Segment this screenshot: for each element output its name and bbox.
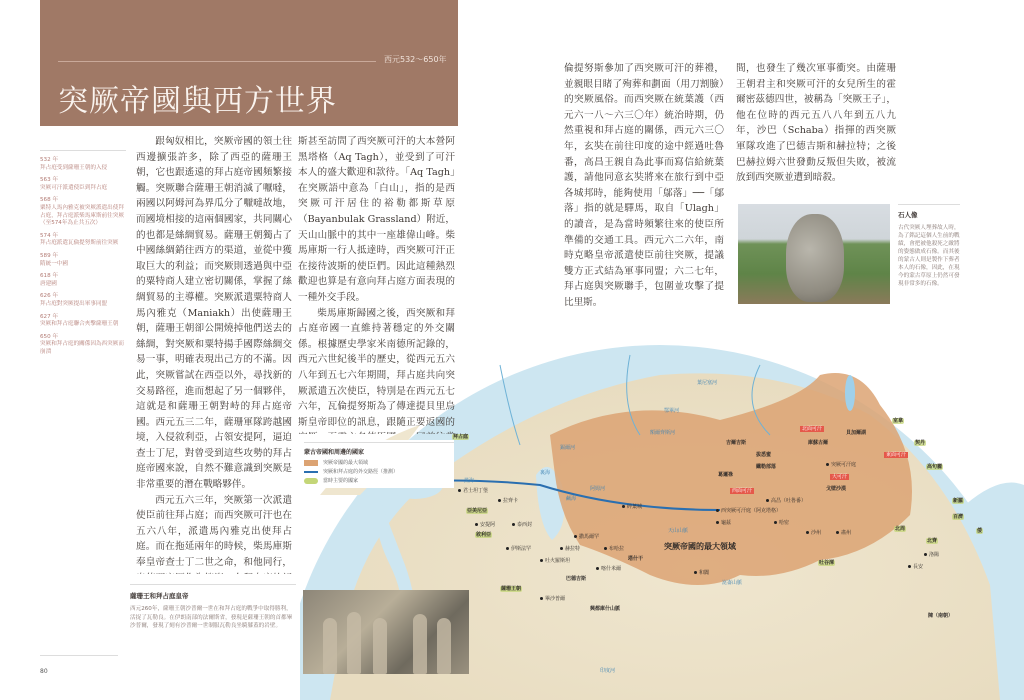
caption-title: 石人像 (898, 211, 918, 219)
map-legend (304, 440, 454, 488)
map-label-constantinople: 君士坦丁堡 (458, 488, 488, 494)
map-label-goguryeo: 高句麗 (927, 464, 943, 470)
paragraph: 倫提努斯參加了西突厥可汗的葬禮，並親眼目睹了殉葬和劃面（用刀割臉）的突厥風俗。而西突厥在統葉護（西元六一八～六三〇年）統治時期，仍然重視和拜占庭的關係，西元六三〇年，玄奘在前往印度的途中經過吐魯番，高昌王親自為此事而寫信給統葉護，請他同意玄奘將來在旅行到中亞各城邦時，能夠使用「鄔落」──「鄔落」指的就是驛馬，取自「Ulagh」的讀音，是為當時頻繁往來的使臣所準備的交通工具。西元六二六年，南時克略皇帝派遣使臣前往突厥，提議雙方正式結為軍事同盟；六二七年，拜占庭與突厥聯手，包圍並攻擊了提比里斯。 (564, 63, 724, 308)
timeline-item (40, 273, 126, 288)
timeline-text: 粟特人馬內雅克被突厥派遣出使拜占庭，拜占庭派柴馬庫斯前往突厥（至574年為止共五次） (40, 204, 124, 227)
map-label-khotan: 和闐 (694, 570, 709, 576)
stone-statue-caption (898, 204, 960, 288)
map-label-suyab: 碎葉城 (622, 504, 642, 510)
map-label-caspian: 裏海 (540, 470, 551, 476)
map-label-antioch: 安提阿 (475, 522, 495, 528)
map-label-isfahan: 伊斯法罕 (506, 546, 531, 552)
timeline-item (40, 253, 126, 268)
map-label-karluk: 葛邏祿 (718, 472, 734, 478)
timeline-text: 拜占庭對突厥提出軍事同盟 (40, 300, 108, 307)
map-label-northern-zhou: 北周 (895, 526, 906, 532)
map-label-indus: 印度河 (600, 668, 616, 674)
timeline-item (40, 197, 126, 227)
map-label-shazhou: 沙州 (806, 530, 821, 536)
timeline-item (40, 233, 126, 248)
map-label-tiele: 鐵勒部落 (756, 464, 777, 470)
timeline-text: 隋統一中國 (40, 260, 68, 267)
map-label-shiwei: 室韋 (893, 418, 904, 424)
map-label-tola: 庫蘇古爾 (808, 440, 829, 446)
map-label-bukhara: 布哈拉 (604, 546, 624, 552)
map-label-tianshan: 天山山脈 (668, 528, 689, 534)
map-label-black-sea: 黑海 (464, 478, 475, 484)
timeline-sidebar (40, 150, 126, 361)
map-label-suzhou: 肅州 (836, 530, 851, 536)
relief-figure (413, 614, 427, 674)
timeline-year: 532 年 (40, 157, 59, 163)
banner-rule (58, 61, 376, 62)
timeline-item (40, 314, 126, 329)
map-label-baekje: 百濟 (953, 514, 964, 520)
map-label-chen: 陳（南朝） (928, 613, 954, 619)
map-label-bishapur: 畢沙普爾 (540, 596, 565, 602)
map-label-gobi: 戈壁沙漠 (826, 486, 847, 492)
map-label-changan: 長安 (908, 564, 923, 570)
caption-text: 古代突厥人埋葬故人時，為了銘記這個人生前的戰績，會把被他殺死之敵將的姿態做成石像。而其後的蒙古人則是製作下葬者本人的石像，因此，在現今的蒙古草原上仍然可發現非常多的石像。 (898, 225, 960, 287)
timeline-item (40, 157, 126, 172)
timeline-year: 589 年 (40, 252, 59, 259)
timeline-year: 626 年 (40, 293, 59, 300)
paragraph: 斯甚至訪問了西突厥可汗的大本營阿黑塔格（Aq Tagh），並受到了可汗本人的盛大歡迎和款待。「Aq Tagh」在突厥語中意為「白山」，指的是西突厥可汗居住的裕勒都斯草原（Bayanbulak Grassland）附近，天山山脈中的其中一座雄偉山峰。柴馬庫斯一行人抵達時，西突厥可汗正在接待波斯的使臣們。因此這種熱烈歡迎也算是有意向拜占庭方面表現的一種外交手段。 (298, 136, 455, 303)
map-label-north-khan: 北面可汗 (802, 426, 823, 432)
chapter-banner (40, 0, 458, 126)
map-label-amu: 阿姆河 (590, 486, 606, 492)
map-label-west-khan-court: 西突厥可汗庭（阿克塔格） (716, 508, 781, 514)
paragraph: 西元五六三年，突厥第一次派遣使臣前往拜占庭；而西突厥可汗也在五六八年，派遣馬內雅克出使拜占庭。而在拖延兩年的時候，柴馬庫斯奉皇帝查士丁二世之命，和他同行， (136, 494, 292, 569)
relief-figure (437, 618, 451, 674)
timeline-year: 568 年 (40, 197, 59, 204)
paragraph: 柴馬庫斯歸國之後，西突厥和拜占庭帝國一直維持著穩定的外交關係。根據歷史學家米南德所記錄的，西元六世紀後半的歷史，從西元五六八年到五七六年期間，拜占庭共向突厥派遣五次使臣，特別是在西元五七六年，瓦倫提努斯為了傳達提貝里烏斯皇帝即位的訊息，跟隨正要返國的 (298, 307, 455, 428)
map-label-great-khan-court: 突厥可汗庭 (826, 462, 856, 468)
body-column-2 (298, 134, 455, 434)
map-label-tuyuhun: 吐谷渾 (819, 560, 835, 566)
chapter-title: 突厥帝國與西方世界 (58, 84, 337, 119)
map-label-kashmir-pass: 喀什米爾 (596, 566, 621, 572)
timeline-text: 拜占庭受到薩珊王朝的入侵 (40, 164, 108, 171)
map-label-bactria: 巴德吉斯 (566, 576, 587, 582)
era-label: 西元532～650年 (384, 55, 447, 64)
map-label-tokharistan: 吐火羅斯坦 (540, 558, 570, 564)
map-label-empire: 突厥帝國的最大領域 (664, 542, 736, 551)
map-label-syr: 錫爾河 (560, 445, 576, 451)
state-swatch-icon (304, 478, 318, 484)
lake-baikal (845, 375, 855, 411)
map-label-ob: 鄂畢河 (664, 408, 680, 414)
caption-rule (898, 204, 960, 205)
map-label-silla: 新羅 (953, 498, 964, 504)
map-label-armenia: 亞美尼亞 (467, 508, 488, 514)
legend-label: 突厥和拜占庭的外交路徑（推測） (323, 469, 399, 475)
legend-label: 當時主要的國家 (323, 478, 359, 484)
timeline-text: 突厥和拜占庭聯合夾擊薩珊王朝 (40, 321, 119, 328)
map-label-northern-qi: 北齊 (927, 538, 938, 544)
map-label-kunlun: 崑崙山脈 (722, 580, 743, 586)
map-label-yenisei: 葉尼塞河 (697, 380, 718, 386)
map-label-herat: 赫拉特 (560, 546, 580, 552)
timeline-text: 突厥和拜占庭的關係因為西突厥而崩潰 (40, 341, 124, 355)
map-label-kashmir: 興都庫什山脈 (590, 606, 621, 612)
map-label-wa: 倭 (977, 528, 983, 534)
body-column-3 (564, 61, 724, 311)
relief-photo (303, 590, 469, 674)
paragraph (564, 311, 724, 312)
map-label-hami: 哈密 (774, 520, 789, 526)
legend-item-empire (304, 459, 454, 466)
timeline-year: 650 年 (40, 333, 59, 340)
caption-text: 西元260年，薩珊王朝沙普爾一世在和拜占庭的戰爭中取得勝利，活捉了瓦勒良。在伊朗南部的法爾斯省，發現是薩珊王朝的首都畢沙普爾，發現了刻有沙普爾一世制服瓦勒良坐騎膝蓋的岩壁。 (130, 606, 293, 630)
relief-figure (323, 618, 337, 674)
stone-statue-photo (738, 204, 890, 304)
map-label-sasanian: 薩珊王朝 (501, 586, 522, 592)
map-label-ctesiphon: 泰西封 (512, 522, 532, 528)
map-label-luoyang: 洛陽 (924, 552, 939, 558)
timeline-item (40, 177, 126, 192)
paragraph: 間，也發生了幾次軍事衝突。由薩珊王朝君主和突厥可汗的女兒所生的霍爾密茲德四世，被稱為「突厥王子」，他在位時的西元五八八年到五八九年，沙巴（Schaba）指揮的西突厥軍隊攻進了巴德吉斯和赫拉特；之後巴赫拉姆六世發動反叛但失敗，被流放到西突厥並遭到暗殺。 (736, 63, 896, 184)
paragraph: 跟匈奴相比，突厥帝國的領土往西邊擴張許多，除了西亞的薩珊王朝，它也跟遙遠的拜占庭帝國頻繁接觸。突厥聯合薩珊王朝消滅了嚈噠，兩國以阿姆河為界瓜分了嚈噠故地，而國境相接的這兩個國家，共同關心的也都是絲綢貿易。薩珊王朝獨占了中國絲綢銷往西方的渠道，並從中獲取巨大的利益；而突厥則透過與中亞的粟特商人建立密切關係，掌握了絲綢貿易的主導權。突厥派遣粟特商人馬內雅克（Maniakh）出使薩珊王朝，薩珊王朝卻公開燒掉他們送去的絲綢，對突厥和粟特揚手國際絲綢交易一事，明確表現出己方的不滿。因此，突厥嘗試在西亞以外，尋找新的交易路徑，進而想起了另一個夥伴，這就是和薩珊王朝對峙的拜占庭帝國。西元五三二年，薩珊軍隊跨越國境，入侵敘利亞，占領安提阿，逼迫查士丁尼，對曾受到這些攻勢的拜占庭帝國來說，自然不難意識到突厥是非常重要的潛在戰略夥伴。 (136, 136, 292, 491)
timeline-year: 563 年 (40, 177, 59, 184)
caption-title: 薩珊王和拜占庭皇帝 (130, 592, 189, 600)
map-label-baikal-tribe: 貝加爾湖 (846, 430, 867, 436)
map-label-khitan: 契丹 (915, 440, 926, 446)
legend-label: 突厥帝國的最大領域 (323, 460, 369, 466)
caption-rule (130, 584, 296, 585)
map-label-east-khan: 東面可汗 (886, 452, 907, 458)
legend-item-route (304, 468, 454, 475)
body-column-1 (136, 134, 292, 574)
timeline-item (40, 293, 126, 308)
page-number: 80 (40, 668, 48, 675)
map-label-bayirku: 拔悉蜜 (756, 452, 772, 458)
timeline-text: 突厥可汗派遣使臣到拜占庭 (40, 184, 108, 191)
map-label-samarkand: 撒馬爾罕 (574, 534, 599, 540)
legend-item-states (304, 477, 454, 484)
stone-statue-image (786, 214, 844, 302)
map-label-syria: 敘利亞 (476, 532, 492, 538)
timeline-item (40, 334, 126, 357)
timeline-text: 拜占庭派遣瓦倫提努斯前往突厥 (40, 240, 119, 247)
map-label-gaochang: 高昌（吐魯番） (766, 498, 806, 504)
footer-rule (40, 655, 118, 656)
timeline-year: 627 年 (40, 313, 59, 320)
route-arrow-icon (304, 471, 318, 473)
body-column-4 (736, 61, 896, 201)
map-label-tashkent: 塔什干 (628, 556, 644, 562)
map-label-lazica: 拉齊卡 (498, 498, 518, 504)
map-label-great-khan: 大可汗 (832, 474, 848, 480)
map-label-kyrgyz: 吉爾吉斯 (726, 440, 747, 446)
timeline-year: 618 年 (40, 273, 59, 280)
relief-figure (347, 612, 361, 674)
map-label-byzantium: 拜占庭 (453, 434, 469, 440)
map-label-aral: 鹹海 (566, 496, 577, 502)
timeline-text: 唐建國 (40, 280, 57, 287)
map-label-irtysh: 額爾齊斯河 (650, 430, 676, 436)
relief-caption (130, 584, 296, 631)
timeline-rule (40, 150, 126, 151)
legend-rule (304, 442, 454, 443)
legend-title: 蒙古帝國和周邊的國家 (304, 449, 365, 456)
timeline-year: 574 年 (40, 232, 59, 239)
map-label-kucha: 龜茲 (716, 520, 731, 526)
empire-swatch-icon (304, 460, 318, 466)
relief-figure (373, 618, 387, 674)
map-label-west-khan: 西面可汗 (732, 488, 753, 494)
